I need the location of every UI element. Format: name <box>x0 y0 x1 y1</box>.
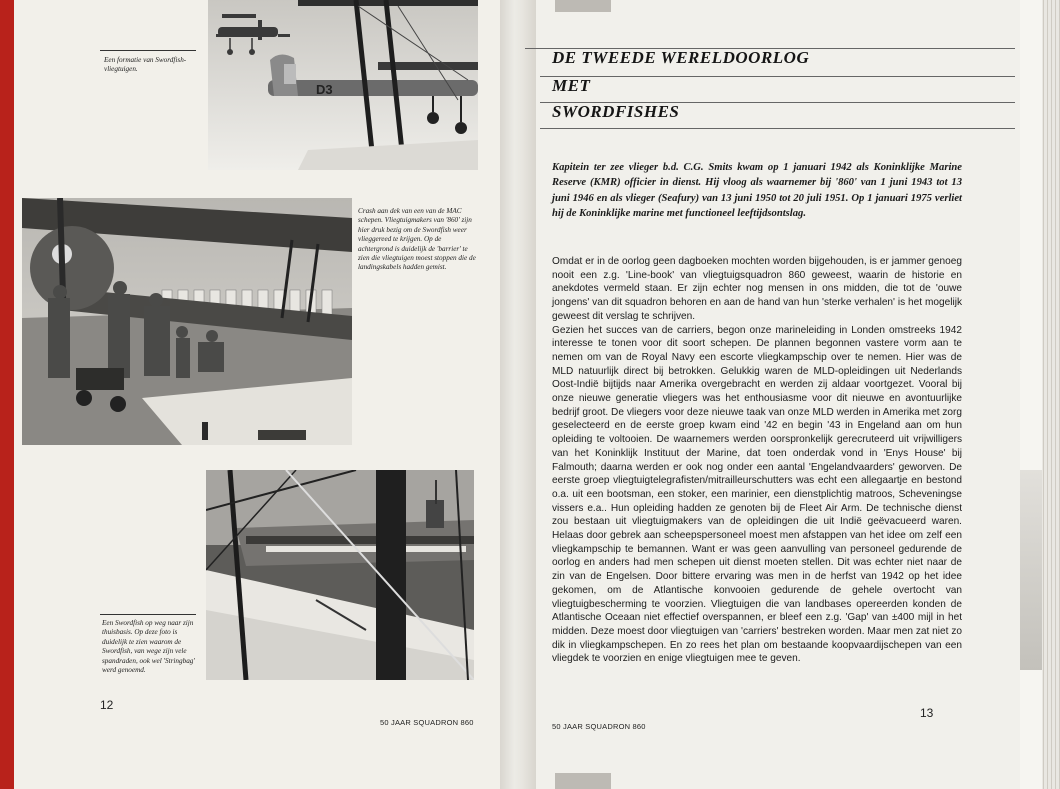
top-gray-tab <box>555 0 611 12</box>
chapter-title-line-2: MET <box>552 76 591 95</box>
chapter-title-line-3: SWORDFISHES <box>552 102 680 121</box>
book-gutter <box>500 0 536 789</box>
running-footer-right: 50 JAAR SQUADRON 860 <box>552 722 646 731</box>
photo-marking: D3 <box>316 82 333 97</box>
page-number-right: 13 <box>920 706 934 720</box>
caption-stringbag: Een Swordfish op weg naar zijn thuisbasis. Op deze foto is duidelijk te zien waarom de Swordfish, van wege zijn vele spandraden, ook wel 'Stringbag' werd genoemd. <box>102 619 195 675</box>
caption-rule-bottom <box>100 614 196 615</box>
page-edge-white <box>1020 0 1042 789</box>
caption-crash: Crash aan dek van een van de MAC schepen. Vliegtuigmakers van '860' zijn hier druk bezig om de Swordfish weer vlieggereed te krijgen. Op de achtergrond is duidelijk de 'barrier' te zien die vliegtuigen moest stoppen die de landingskabels hadden gemist. <box>358 207 476 272</box>
article-body <box>552 255 962 666</box>
photo-crash-on-deck <box>22 198 352 445</box>
title-rule-2 <box>540 76 1015 77</box>
running-footer-left: 50 JAAR SQUADRON 860 <box>380 718 474 727</box>
next-page-photo-edge <box>1020 470 1042 670</box>
title-rule-4 <box>540 128 1015 129</box>
photo-stringbag <box>206 470 474 680</box>
page-number-left: 12 <box>100 698 114 712</box>
intro-paragraph: Kapitein ter zee vlieger b.d. C.G. Smits kwam op 1 januari 1942 als Koninklijke Marine Reserve (KMR) officier in dienst. Hij vloog als waarnemer bij '860' van 1 juni 1943 tot 13 juni 1946 en als vlieger (Seafury) van 13 juni 1950 tot 20 juli 1951. Op 1 januari 1975 verliet hij de Koninklijke marine met functioneel leeftijdsontslag. <box>552 162 962 220</box>
caption-rule-top <box>100 50 196 51</box>
caption-formation: Een formatie van Swordfish-vliegtuigen. <box>104 56 187 74</box>
body-paragraph-1: Omdat er in de oorlog geen dagboeken mochten worden bijgehouden, is er jammer genoeg nooit een z.g. 'Line-book' van vliegtuigsquadron 860 geweest, waarin de historie en anekdotes vermeld staan. Er zijn echter nog mensen in ons midden, die tot de 'ouwe jongens' van dit squadron behoren en aan de hand van hun 'sterke verhalen' is het mogelijk geweest dit verslag te schrijven. <box>552 256 962 322</box>
bottom-gray-tab <box>555 773 611 789</box>
photo-swordfish-formation <box>208 0 478 170</box>
body-paragraph-2: Gezien het succes van de carriers, begon onze marineleiding in Londen omstreeks 1942 interesse te tonen voor dit soort schepen. De plannen begonnen vastere vorm aan te nemen om van de Royal Navy een escorte vliegkampschip over te nemen. Hier was de MLD natuurlijk direct bij betrokken. Gelukkig waren de MLD-opleidingen uit Nederlands Oost-Indië bijtijds naar Amerika overgebracht en werden zij aldaar voortgezet. Vooral bij onze nieuwe generatie vliegers was het enthousiasme voor dit nieuwe en avontuurlijke bedrijf groot. De vliegers voor deze nieuwe taak van onze MLD werden in Amerika met zorg geselecteerd en de eerste groep kwam eind '42 en begin '43 in Engeland aan om hun opleiding te voltooien. De waarnemers werden oorspronkelijk gerecruteerd uit vrijwilligers van het Koninklijk Instituut der Marine, dat toen onderdak vond in 'Enys House' bij Falmouth; daarna werden er ook nog onder een aantal 'Engelandvaarders' geworven. De eerste groep vliegtuigtelegrafisten/mitrailleurschutters was echt een allegaartje en bestond o.a. uit een bootsman, een stoker, een marinier, een dienstplichtig matroos, Scheveningse vissers e.a.. Hun opleiding hadden ze genoten bij de Fleet Air Arm. De technische dienst zou bestaan uit vliegtuigmakers van de opleidingen die uit Indië geëvacueerd waren. Helaas door gebrek aan scheepspersoneel moest men afstappen van het idee om zelf een vliegkampschip te bemannen. Want er was geen aanvulling van personeel gedurende de oorlog en anders had men schepen uit dienst moeten stellen. Dit was echter niet naar de zin van de Engelsen. Door bittere ervaring was men in de herfst van 1942 op het idee gekomen, om de Atlantische konvooien gedurende de gehele overtocht van vliegtuigbescherming te voorzien. Vliegtuigen die van landbases opereerden konden de Atlantische Oceaan niet effectief overspannen, er bleef een z.g. 'Gap' van ±400 mijl in het midden. Deze moest door vliegtuigen van 'carriers' bestreken worden. Maar men zat niet zo dik in vliegkampschepen. En zo rees het plan om bestaande koopvaardijschepen van een vliegdek te voorzien en enige vliegtuigen mee te geven. <box>552 324 962 665</box>
chapter-title-line-1: DE TWEEDE WERELDOORLOG <box>552 48 810 67</box>
